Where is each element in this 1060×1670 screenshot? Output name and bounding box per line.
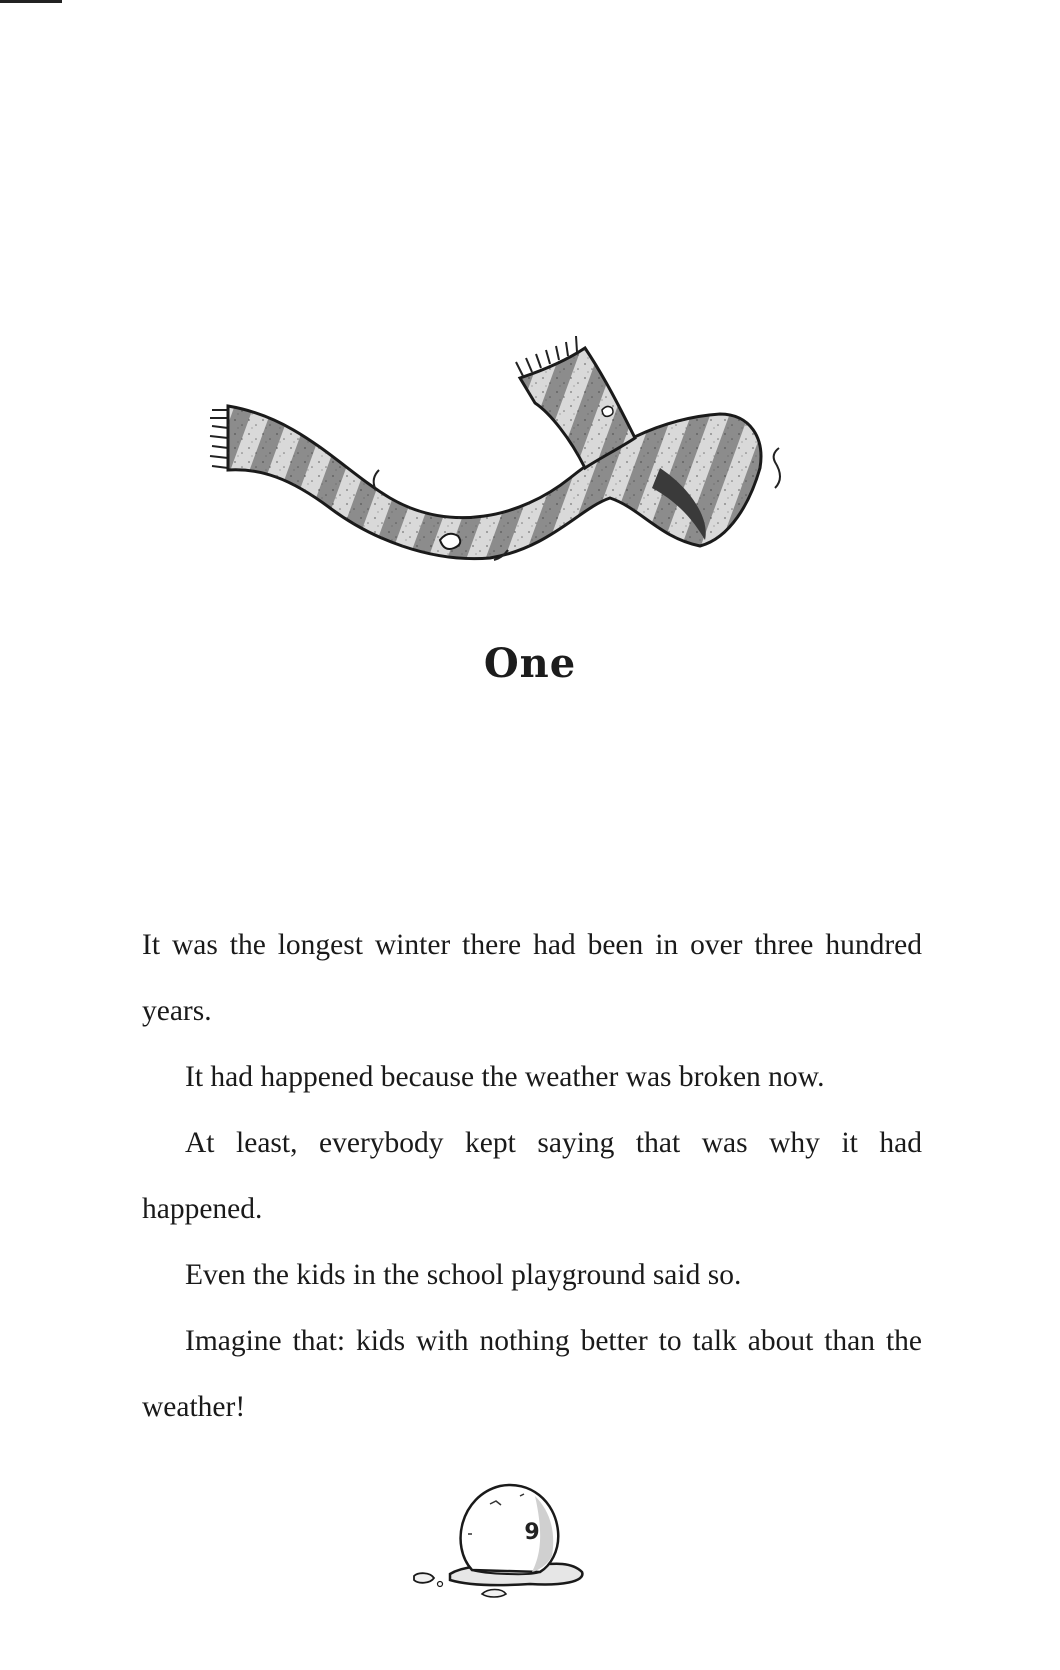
paragraph: It had happened because the weather was broken now. xyxy=(185,1061,825,1093)
paragraph: It was the longest winter there had been in over three hundred years. xyxy=(142,929,922,1027)
paragraph: Even the kids in the school playground said so. xyxy=(185,1259,742,1291)
paragraph: Imagine that: kids with nothing better to talk about than the weather! xyxy=(142,1325,922,1423)
corner-rule xyxy=(0,0,62,3)
chapter-title: One xyxy=(483,640,577,687)
striped-scarf-icon xyxy=(190,318,830,618)
page-number: 9 xyxy=(524,1520,540,1545)
scarf-illustration xyxy=(190,318,830,618)
body-text xyxy=(142,912,922,1440)
paragraph: At least, everybody kept saying that was why it had happened. xyxy=(142,1127,922,1225)
